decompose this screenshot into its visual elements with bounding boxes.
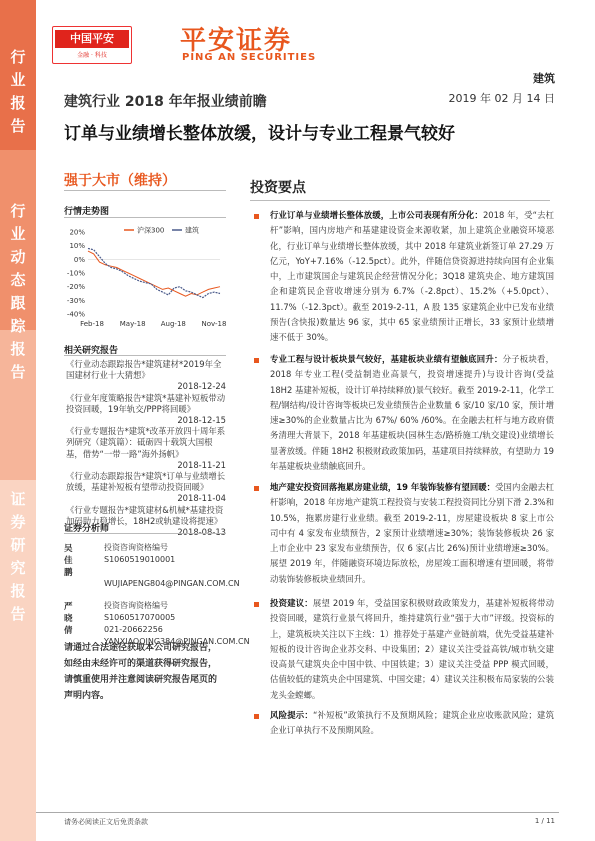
related-report-date: 2018-08-13 <box>177 527 226 538</box>
chart-svg <box>64 222 226 334</box>
key-point-body: “补短板”政策执行不及预期风险；建筑企业应收账款风险；建筑企业订单执行不及预期风险。 <box>270 710 554 736</box>
analyst-license-title: 投资咨询资格编号 <box>104 601 168 610</box>
rating-label: 强于大市（维持） <box>64 173 176 189</box>
series-line <box>88 251 220 296</box>
key-point-paragraph <box>270 596 554 703</box>
y-tick-label: -10% <box>66 269 85 278</box>
related-report-item[interactable] <box>66 359 226 393</box>
report-subtitle: 建筑行业 2018 年年报业绩前瞻 <box>64 94 267 110</box>
y-tick-label: -40% <box>66 310 85 319</box>
series-line <box>88 248 220 297</box>
x-tick-label: Feb-18 <box>80 320 104 328</box>
related-report-title: 《行业年度策略报告*建筑*基建补短板带动投资回暖，19年轨交/PPP将回暖》 <box>66 392 226 414</box>
key-point-paragraph <box>270 480 554 587</box>
bullet-icon <box>254 214 259 219</box>
page-number: 1 / 11 <box>534 817 555 825</box>
related-report-date: 2018-12-24 <box>177 381 226 392</box>
key-point-body: 受国内金融去杠杆影响，2018 年房地产建筑工程投资与安装工程投资同比分别下滑 2.3%和 10.5%，拖累房建行业业绩。截至 2019-2-11，房屋建设板块 8 家上市公司中有 4 家发布业绩预告，2 家预计业绩增速≥30%；装饰装修板块 26 家上市企业中 23 家发布业绩预告，仅 6 家(占比 26%)预计业绩增速≥30%。展望 2019 年，伴随融资环境边际放松，房屋竣工面积增速有望回暖，将带动装饰装修板块业绩回升。 <box>270 482 555 584</box>
sector-label: 建筑 <box>533 72 555 85</box>
key-point-heading: 专业工程与设计板块景气较好，基建板块业绩有望触底回升： <box>270 354 503 364</box>
related-report-item[interactable] <box>66 426 226 471</box>
related-report-date: 2018-12-15 <box>177 415 226 426</box>
divider <box>64 533 226 534</box>
related-reports-title: 相关研究报告 <box>64 346 119 356</box>
y-tick-label: -30% <box>66 296 85 305</box>
x-tick-label: May-18 <box>119 320 146 328</box>
key-point-paragraph <box>270 208 554 346</box>
brand-name-cn: 平安证券 <box>180 26 293 56</box>
key-point-paragraph <box>270 352 554 474</box>
chart-title: 行情走势图 <box>64 207 110 217</box>
key-point-body: 分子板块看，2018 年专业工程(受益制造业高景气，投资增速提升)与设计咨询(受益 18H2 基建补短板，设计订单持续释放)景气较好。截至 2019-2-11，化学工程/钢结构/设计咨询等板块已发业绩预告企业数量 6 家/10 家/10 家，预计增速≥30%的企业数量占比为 67%/ 60% /60%。在金融去杠杆与地方政府债务清理大背景下，2018 年基建板块(园林生态/路桥施工/轨交建设)业绩增长显著放缓。伴随 18H2 积极财政政策加码，基建项目持续释放，有望助力 19 年基建板块业绩触底回升。 <box>270 354 555 472</box>
related-reports-list <box>66 359 226 538</box>
key-point-body: 2018 年，受“去杠杆”影响，国内房地产和基建建设资金来源收紧，加上建筑企业融资环境恶化，行业订单与业绩增长整体放缓，其中 2018 年建筑业新签订单 27.29 万亿元，YoY+7.16%（-12.5pct）。此外，伴随信贷资源进持续向国有企业集中，上市建筑国企与建筑民企经营情况分化；3Q18 建筑央企、地方建筑国企和建筑民企营收增速分别为 6.7%（-2.8pct）、15.2%（+5.0pct）、11.7%（-12.3pct）。截至 2019-2-11，A 股 135 家建筑企业中已发布业绩预告(含快报)数量达 96 家，其中 65 家业绩预计正增长，33 家预计业绩增速不低于 30%。 <box>270 210 554 343</box>
key-point-heading: 地产建安投资回落拖累房建业绩，19 年装饰装修有望回暖： <box>270 482 496 492</box>
key-point-heading: 投资建议： <box>270 598 313 608</box>
legend-label: 沪深300 <box>137 226 165 235</box>
y-tick-label: 10% <box>69 242 85 251</box>
report-date: 2019 年 02 月 14 日 <box>448 92 555 105</box>
divider <box>64 217 226 218</box>
y-tick-label: -20% <box>66 283 85 292</box>
divider <box>64 355 226 356</box>
related-report-title: 《行业专题报告*建筑建材&机械*基建投资加码助力稳增长，18H2或轨建设将提速》 <box>66 504 224 526</box>
analyst-license: S1060519010001 <box>104 555 176 564</box>
analyst-email[interactable]: WUJIAPENG804@PINGAN.COM.CN <box>104 579 240 588</box>
analyst-phone: 021-20662256 <box>104 625 163 634</box>
related-report-item[interactable] <box>66 471 226 505</box>
key-point-heading: 行业订单与业绩增长整体放缓，上市公司表现有所分化： <box>270 210 483 220</box>
market-trend-chart <box>64 222 226 334</box>
logo-tagline: 金融 · 科技 <box>77 52 107 59</box>
sidebar-label-report-type: 行 业 报 告 <box>10 48 26 135</box>
divider <box>64 190 226 191</box>
analyst-license: S1060517070005 <box>104 613 176 622</box>
related-report-title: 《行业专题报告*建筑*改革开放四十周年系列研究（建筑篇）：砥砺四十载筑大国根基，借势“一带一路”海外扬帆》 <box>66 426 226 459</box>
sidebar-label-report-subtype: 行 业 动 态 跟 踪 报 告 <box>10 202 26 381</box>
section-title: 投资要点 <box>250 180 306 196</box>
bullet-icon <box>254 602 259 607</box>
bullet-icon <box>254 486 259 491</box>
pingan-logo <box>52 26 132 64</box>
analyst-license-title: 投资咨询资格编号 <box>104 543 168 552</box>
key-point-body: 展望 2019 年，受益国家积极财政政策发力，基建补短板将带动投资回暖，建筑行业景气将回升，维持建筑行业“强于大市”评级。投资标的上，建筑板块关注以下主线：1）推荐处于基建产业链前端，优先受益基建补短板的设计咨询企业苏交科、中设集团；2）建议关注受益高铁/城市轨交建设高景气建筑央企中国中铁、中国铁建；3）建议关注受益 PPP 模式回暖，估值较低的建筑央企中国建筑、中国交建；4）建议关注积极布局家装的公装龙头金螳螂。 <box>270 598 555 700</box>
legend-label: 建筑 <box>185 226 199 235</box>
y-tick-label: 0% <box>73 255 85 264</box>
y-tick-label: 20% <box>69 228 85 237</box>
sidebar-label-securities: 证 券 研 究 报 告 <box>10 490 26 623</box>
footer-disclaimer: 请务必阅读正文后免责条款 <box>64 818 148 826</box>
key-point-paragraph <box>270 708 554 739</box>
related-report-date: 2018-11-21 <box>177 459 226 470</box>
divider <box>250 200 550 201</box>
logo-text: 中国平安 <box>55 30 129 48</box>
footer-divider <box>36 812 559 813</box>
brand-name-en: PING AN SECURITIES <box>182 52 317 63</box>
analyst-email[interactable]: YANXIAOQING384@PINGAN.COM.CN <box>104 637 250 646</box>
related-report-item[interactable] <box>66 393 226 427</box>
related-report-date: 2018-11-04 <box>177 493 226 504</box>
bullet-icon <box>254 358 259 363</box>
page-title: 订单与业绩增长整体放缓，设计与专业工程景气较好 <box>64 124 455 144</box>
analyst-name: 严晓倩 <box>64 602 73 636</box>
related-report-title: 《行业动态跟踪报告*建筑*订单与业绩增长放缓，基建补短板有望带动投资回暖》 <box>66 471 226 493</box>
x-tick-label: Aug-18 <box>160 320 186 328</box>
analyst-name: 吴佳鹏 <box>64 544 73 578</box>
analysts-title: 证券分析师 <box>64 524 110 534</box>
related-report-title: 《行业动态跟踪报告*建筑建材*2019年全国建材行业十大猜想》 <box>66 359 222 381</box>
x-tick-label: Nov-18 <box>201 320 226 328</box>
disclaimer-text: 请通过合法途径获取本公司研究报告，如经由未经许可的渠道获得研究报告，请慎重使用并注意阅读研究报告尾页的声明内容。 <box>64 643 218 701</box>
key-point-heading: 风险提示： <box>270 710 313 720</box>
bullet-icon <box>254 714 259 719</box>
